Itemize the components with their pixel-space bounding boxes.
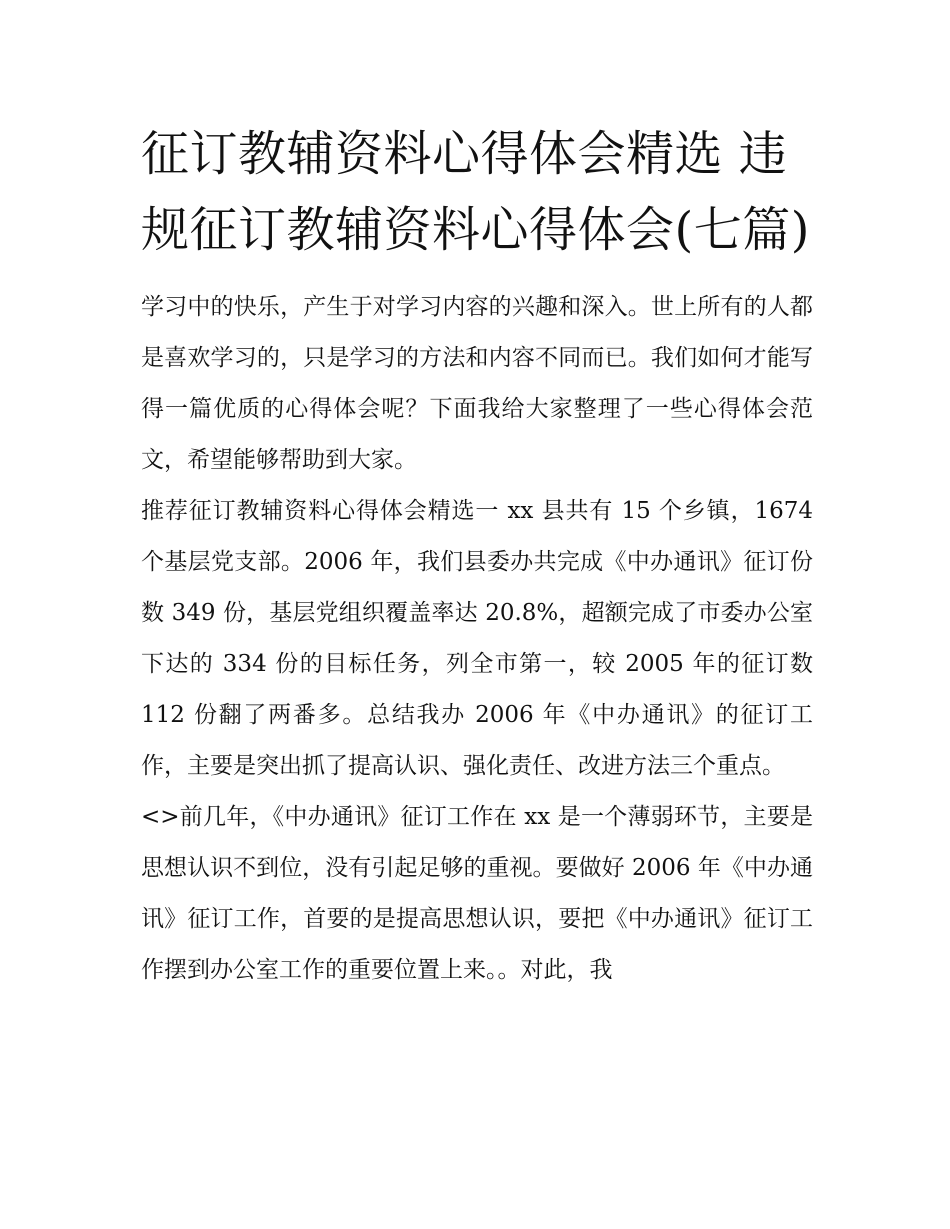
paragraph-recommend-one: 推荐征订教辅资料心得体会精选一 xx 县共有 15 个乡镇，1674 个基层党支部。2006 年，我们县委办共完成《中办通讯》征订份数 349 份，基层党组织覆盖率达 20.8%，超额完成了市委办公室下达的 334 份的目标任务，列全市第一，较 2005 年的征订数 112 份翻了两番多。总结我办 2006 年《中办通讯》的征订工作，主要是突出抓了提高认识、强化责任、改进方法三个重点。 <box>141 498 813 779</box>
document-content <box>141 116 813 996</box>
document-body <box>141 282 813 996</box>
paragraph-previous-years: <>前几年，《中办通讯》征订工作在 xx 是一个薄弱环节，主要是思想认识不到位，没有引起足够的重视。要做好 2006 年《中办通讯》征订工作，首要的是提高思想认识，要把《中办通讯》征订工作摆到办公室工作的重要位置上来。。对此，我 <box>141 804 813 983</box>
document-title: 征订教辅资料心得体会精选 违规征订教辅资料心得体会(七篇) <box>141 126 810 258</box>
paragraph-intro: 学习中的快乐，产生于对学习内容的兴趣和深入。世上所有的人都是喜欢学习的，只是学习的方法和内容不同而已。我们如何才能写得一篇优质的心得体会呢？下面我给大家整理了一些心得体会范文，希望能够帮助到大家。 <box>141 294 813 473</box>
